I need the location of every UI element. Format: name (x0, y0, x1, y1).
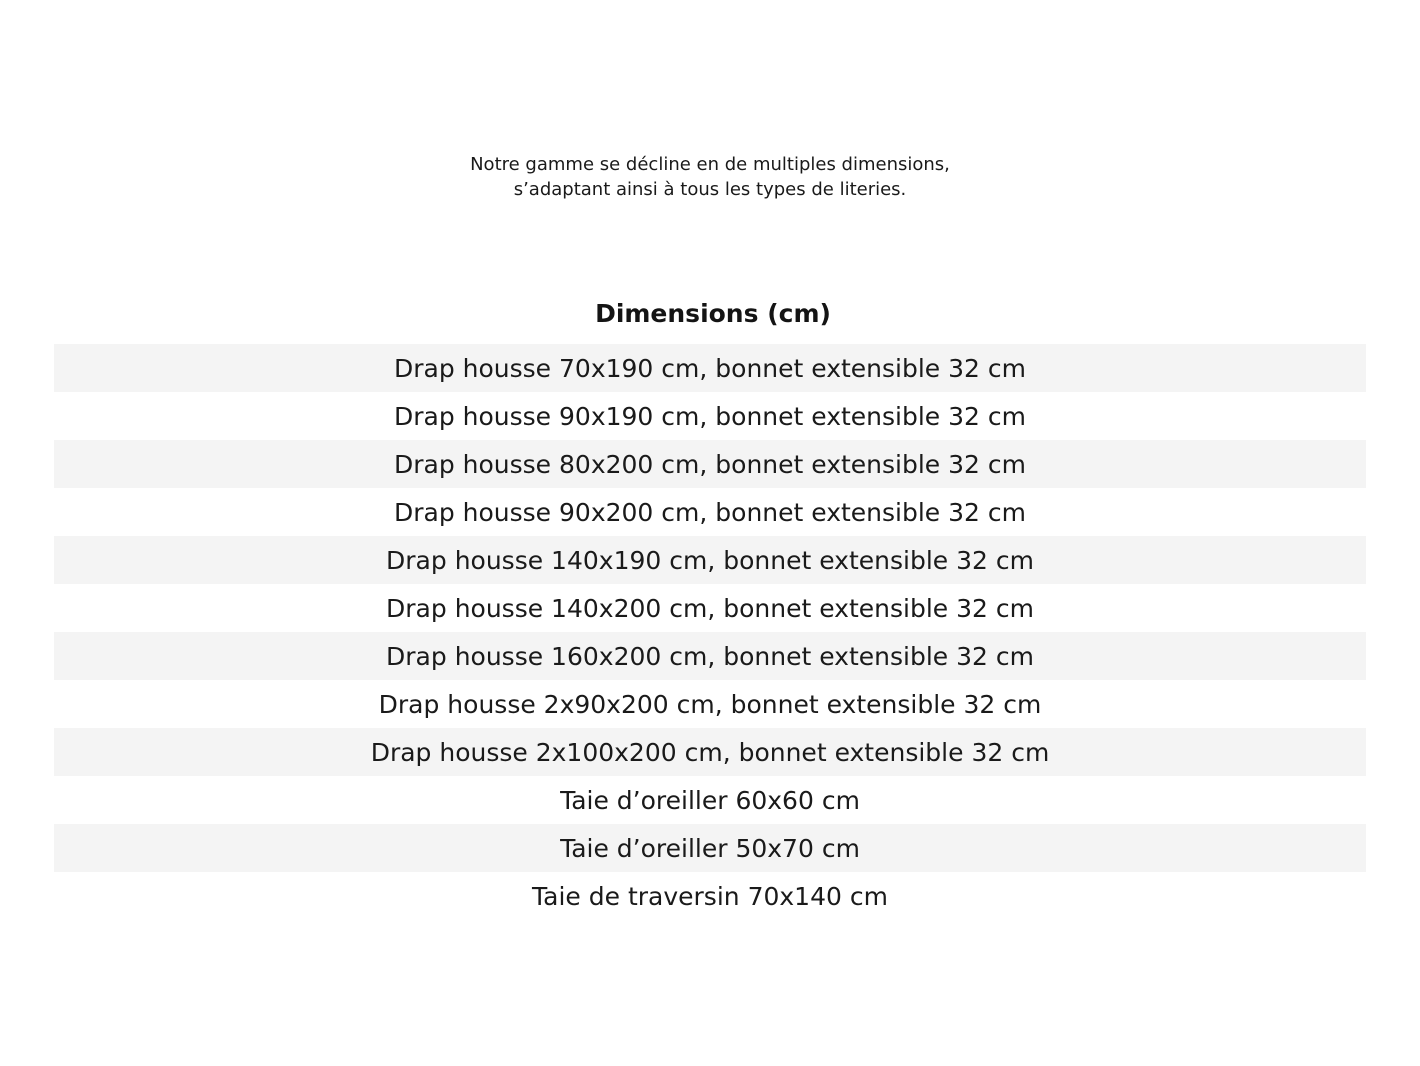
dimensions-table-header: Dimensions (cm) (595, 299, 831, 328)
table-row: Drap housse 80x200 cm, bonnet extensible 32 cm (54, 440, 1366, 488)
table-row: Drap housse 2x100x200 cm, bonnet extensible 32 cm (54, 728, 1366, 776)
table-row: Drap housse 70x190 cm, bonnet extensible 32 cm (54, 344, 1366, 392)
table-row: Drap housse 140x200 cm, bonnet extensible 32 cm (54, 584, 1366, 632)
table-row: Drap housse 160x200 cm, bonnet extensible 32 cm (54, 632, 1366, 680)
table-row: Drap housse 140x190 cm, bonnet extensible 32 cm (54, 536, 1366, 584)
intro-text (0, 152, 1420, 202)
table-row: Drap housse 2x90x200 cm, bonnet extensible 32 cm (54, 680, 1366, 728)
table-row: Drap housse 90x200 cm, bonnet extensible 32 cm (54, 488, 1366, 536)
table-row: Taie d’oreiller 50x70 cm (54, 824, 1366, 872)
table-row: Drap housse 90x190 cm, bonnet extensible 32 cm (54, 392, 1366, 440)
intro-line-1: Notre gamme se décline en de multiples dimensions, (470, 154, 950, 175)
dimensions-table (54, 344, 1366, 920)
table-row: Taie de traversin 70x140 cm (54, 872, 1366, 920)
table-row: Taie d’oreiller 60x60 cm (54, 776, 1366, 824)
intro-line-2: s’adaptant ainsi à tous les types de literies. (513, 179, 907, 200)
